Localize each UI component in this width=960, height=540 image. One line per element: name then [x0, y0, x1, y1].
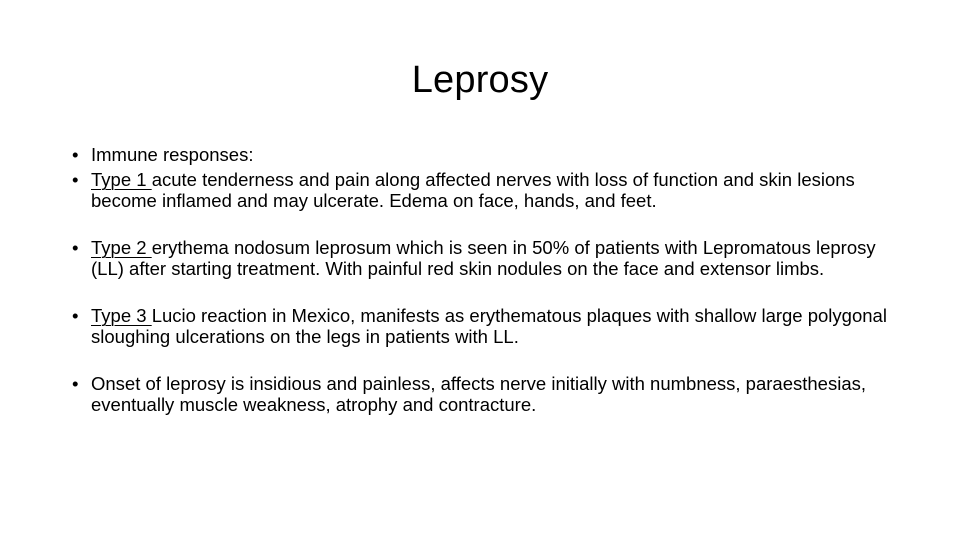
bullet-text: erythema nodosum leprosum which is seen in 50% of patients with Lepromatous leprosy (LL) after starting treatment. With painful red skin nodules on the face and extensor limbs.: [91, 237, 876, 279]
bullet-type-1: [72, 169, 902, 211]
slide-title: Leprosy: [411, 59, 549, 101]
bullet-onset: [72, 373, 902, 415]
bullet-text: Onset of leprosy is insidious and painless, affects nerve initially with numbness, paraesthesias, eventually muscle weakness, atrophy and contracture.: [91, 373, 867, 415]
bullet-text: Immune responses:: [91, 144, 254, 165]
bullet-text: acute tenderness and pain along affected nerves with loss of function and skin lesions become inflamed and may ulcerate. Edema on face, hands, and feet.: [91, 169, 855, 211]
bullet-list: [72, 144, 902, 415]
bullet-term: Type 1: [91, 169, 152, 190]
bullet-text: Lucio reaction in Mexico, manifests as erythematous plaques with shallow large polygonal sloughing ulcerations on the legs in patients with LL.: [91, 305, 887, 347]
bullet-type-2: [72, 237, 902, 279]
bullet-immune-responses: [72, 144, 902, 165]
bullet-term: Type 2: [91, 237, 152, 258]
bullet-term: Type 3: [91, 305, 152, 326]
bullet-type-3: [72, 305, 902, 347]
